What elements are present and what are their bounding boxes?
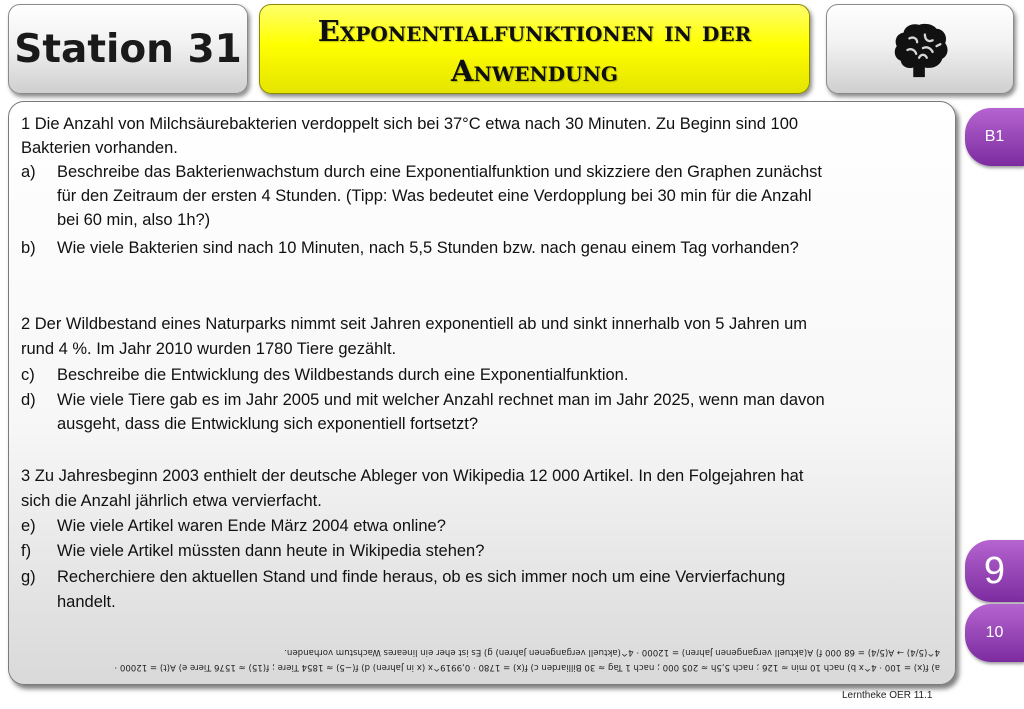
- brain-icon: [890, 19, 952, 81]
- tab-station-next[interactable]: 10: [965, 604, 1024, 662]
- item-c-label: c): [21, 366, 35, 384]
- station-label: Station 31: [14, 26, 242, 72]
- item-a-line1: Beschreibe das Bakterienwachstum durch eine Exponentialfunktion und skizziere den Graphen zunächst: [57, 163, 822, 181]
- item-e-label: e): [21, 517, 36, 535]
- tab-b1[interactable]: B1: [965, 108, 1024, 166]
- task1-text-line1: 1 Die Anzahl von Milchsäurebakterien verdoppelt sich bei 37°C etwa nach 30 Minuten. Zu Beginn sind 100: [21, 115, 799, 133]
- page-title: [260, 11, 809, 91]
- item-d-line1: Wie viele Tiere gab es im Jahr 2005 und mit welcher Anzahl rechnet man im Jahr 2025, wenn man davon: [57, 391, 825, 409]
- solutions-line2: 4^(5/4) → A(5/4) = 68 000 f) A(aktuell vergangenen Jahren) = 12000 · 4^(aktuell vergangenen Jahren) g) Es ist eher ein lineares Wachstum vorhanden.: [284, 647, 940, 657]
- item-a-label: a): [21, 163, 36, 181]
- item-e-line1: Wie viele Artikel waren Ende März 2004 etwa online?: [57, 517, 446, 535]
- solutions-line1: a) f(x) = 100 · 4^x b) nach 10 min ≈ 126 ; nach 5,5h ≈ 205 000 ; nach 1 Tag ≈ 30 Billiarden c) f(x) = 1780 · 0,9919^x (x in Jahren) d) f(−5) ≈ 1854 Tiere ; f(15) ≈ 1576 Tiere e) A(t) = 12000 ·: [114, 662, 940, 672]
- title-box: [259, 4, 810, 94]
- item-d-label: d): [21, 391, 36, 409]
- task2-text-line2: rund 4 %. Im Jahr 2010 wurden 1780 Tiere gezählt.: [21, 340, 397, 358]
- task3-text-line1: 3 Zu Jahresbeginn 2003 enthielt der deutsche Ableger von Wikipedia 12 000 Artikel. In den Folgejahren hat: [21, 467, 804, 485]
- item-f-label: f): [21, 542, 32, 560]
- title-line-2: Anwendung: [451, 54, 618, 88]
- task2-text-line1: 2 Der Wildbestand eines Naturparks nimmt seit Jahren exponentiell ab und sinkt innerhalb von 5 Jahren um: [21, 315, 808, 333]
- task1-text-line2: Bakterien vorhanden.: [21, 139, 178, 157]
- tab-station-current[interactable]: 9: [965, 540, 1024, 602]
- item-b-line1: Wie viele Bakterien sind nach 10 Minuten, nach 5,5 Stunden bzw. nach genau einem Tag vorhanden?: [57, 239, 799, 257]
- footer-label: Lerntheke OER 11.1: [842, 690, 933, 701]
- station-box: [8, 4, 248, 94]
- item-d-line2: ausgeht, dass die Entwicklung sich exponentiell fortsetzt?: [57, 415, 478, 433]
- item-g-line2: handelt.: [57, 593, 116, 611]
- item-g-line1: Recherchiere den aktuellen Stand und finde heraus, ob es sich immer noch um eine Vervierfachung: [57, 568, 786, 586]
- item-f-line1: Wie viele Artikel müssten dann heute in Wikipedia stehen?: [57, 542, 485, 560]
- title-line-1: Exponentialfunktionen in der: [317, 14, 752, 48]
- item-a-line2: für den Zeitraum der ersten 4 Stunden. (Tipp: Was bedeutet eine Verdopplung bei 30 min für die Anzahl: [57, 187, 812, 205]
- item-g-label: g): [21, 568, 36, 586]
- task3-text-line2: sich die Anzahl jährlich etwa vervierfacht.: [21, 492, 322, 510]
- solutions-upside-down: [20, 624, 940, 674]
- brain-button[interactable]: [826, 4, 1014, 94]
- item-c-line1: Beschreibe die Entwicklung des Wildbestands durch eine Exponentialfunktion.: [57, 366, 629, 384]
- item-a-line3: bei 60 min, also 1h?): [57, 211, 211, 229]
- item-b-label: b): [21, 239, 36, 257]
